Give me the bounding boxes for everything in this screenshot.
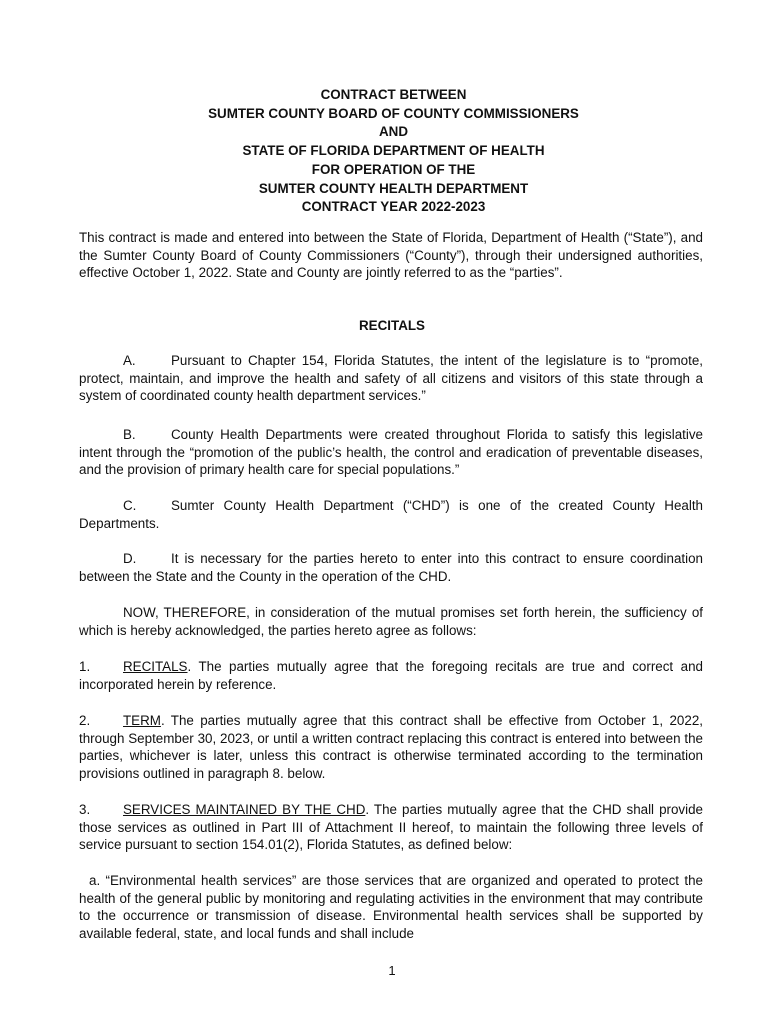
section-number: 3.: [79, 802, 91, 817]
section-number: 1.: [79, 659, 91, 674]
section-heading: TERM: [123, 713, 161, 728]
section-1: [79, 658, 703, 693]
recitals-heading: RECITALS: [359, 318, 425, 333]
title-line: SUMTER COUNTY HEALTH DEPARTMENT: [258, 180, 529, 196]
title-line: CONTRACT BETWEEN: [320, 87, 467, 102]
subsection-text: a. “Environmental health services” are those services that are organized and operated to protect the health of the general public by monitoring and regulating activities in the environment that may contribute to the occurrence or transmission of disease. Environmental health services shall be supported by available federal, state, and local funds and shall include: [79, 873, 703, 941]
section-heading: SERVICES MAINTAINED BY THE CHD: [123, 802, 366, 817]
recital-letter: C.: [123, 498, 137, 513]
intro-paragraph: This contract is made and entered into between the State of Florida, Department of Health (“State”), and the Sumter County Board of County Commissioners (“County”), through their undersigned authorities, effective October 1, 2022. State and County are jointly referred to as the “parties”.: [79, 230, 703, 281]
title-line: SUMTER COUNTY BOARD OF COUNTY COMMISSIONERS: [208, 105, 579, 121]
section-text: . The parties mutually agree that the foregoing recitals are true and correct and incorporated herein by reference.: [79, 659, 703, 692]
title-line: FOR OPERATION OF THE: [311, 161, 476, 177]
recital-text: Pursuant to Chapter 154, Florida Statutes, the intent of the legislature is to “promote, protect, maintain, and improve the health and safety of all citizens and visitors of this state through a system of coordinated county health department services.”: [79, 353, 703, 404]
recital-letter: A.: [123, 353, 136, 368]
title-line: STATE OF FLORIDA DEPARTMENT OF HEALTH: [242, 143, 545, 159]
recital-letter: D.: [123, 551, 137, 566]
section-number: 2.: [79, 713, 91, 728]
section-3: [79, 801, 703, 854]
contract-title: [0, 86, 770, 217]
recital-d: [79, 550, 703, 585]
recital-b: [79, 426, 703, 479]
title-line: CONTRACT YEAR 2022-2023: [301, 199, 486, 215]
title-line: AND: [378, 124, 408, 140]
subsection-a: [79, 872, 703, 942]
now-therefore-text: NOW, THEREFORE, in consideration of the mutual promises set forth herein, the sufficiency of which is hereby acknowledged, the parties hereto agree as follows:: [79, 605, 703, 638]
section-text: . The parties mutually agree that this contract shall be effective from October 1, 2022, through September 30, 2023, or until a written contract replacing this contract is entered into between the parties, whichever is later, unless this contract is otherwise terminated according to the termination provisions outlined in paragraph 8. below.: [79, 713, 703, 781]
page-number: 1: [388, 963, 396, 978]
recital-text: Sumter County Health Department (“CHD”) is one of the created County Health Departments.: [79, 498, 703, 531]
section-2: [79, 712, 703, 782]
recital-text: County Health Departments were created throughout Florida to satisfy this legislative intent through the “promotion of the public’s health, the control and eradication of preventable diseases, and the provision of primary health care for special populations.”: [79, 427, 703, 478]
recital-a: [79, 352, 703, 405]
recital-letter: B.: [123, 427, 136, 442]
now-therefore-paragraph: [79, 604, 703, 639]
section-text: . The parties mutually agree that the CHD shall provide those services as outlined in Part III of Attachment II hereof, to maintain the following three levels of service pursuant to section 154.01(2), Florida Statutes, as defined below:: [79, 802, 703, 853]
recital-c: [79, 497, 703, 532]
section-heading: RECITALS: [123, 659, 188, 674]
recital-text: It is necessary for the parties hereto to enter into this contract to ensure coordination between the State and the County in the operation of the CHD.: [79, 551, 703, 584]
